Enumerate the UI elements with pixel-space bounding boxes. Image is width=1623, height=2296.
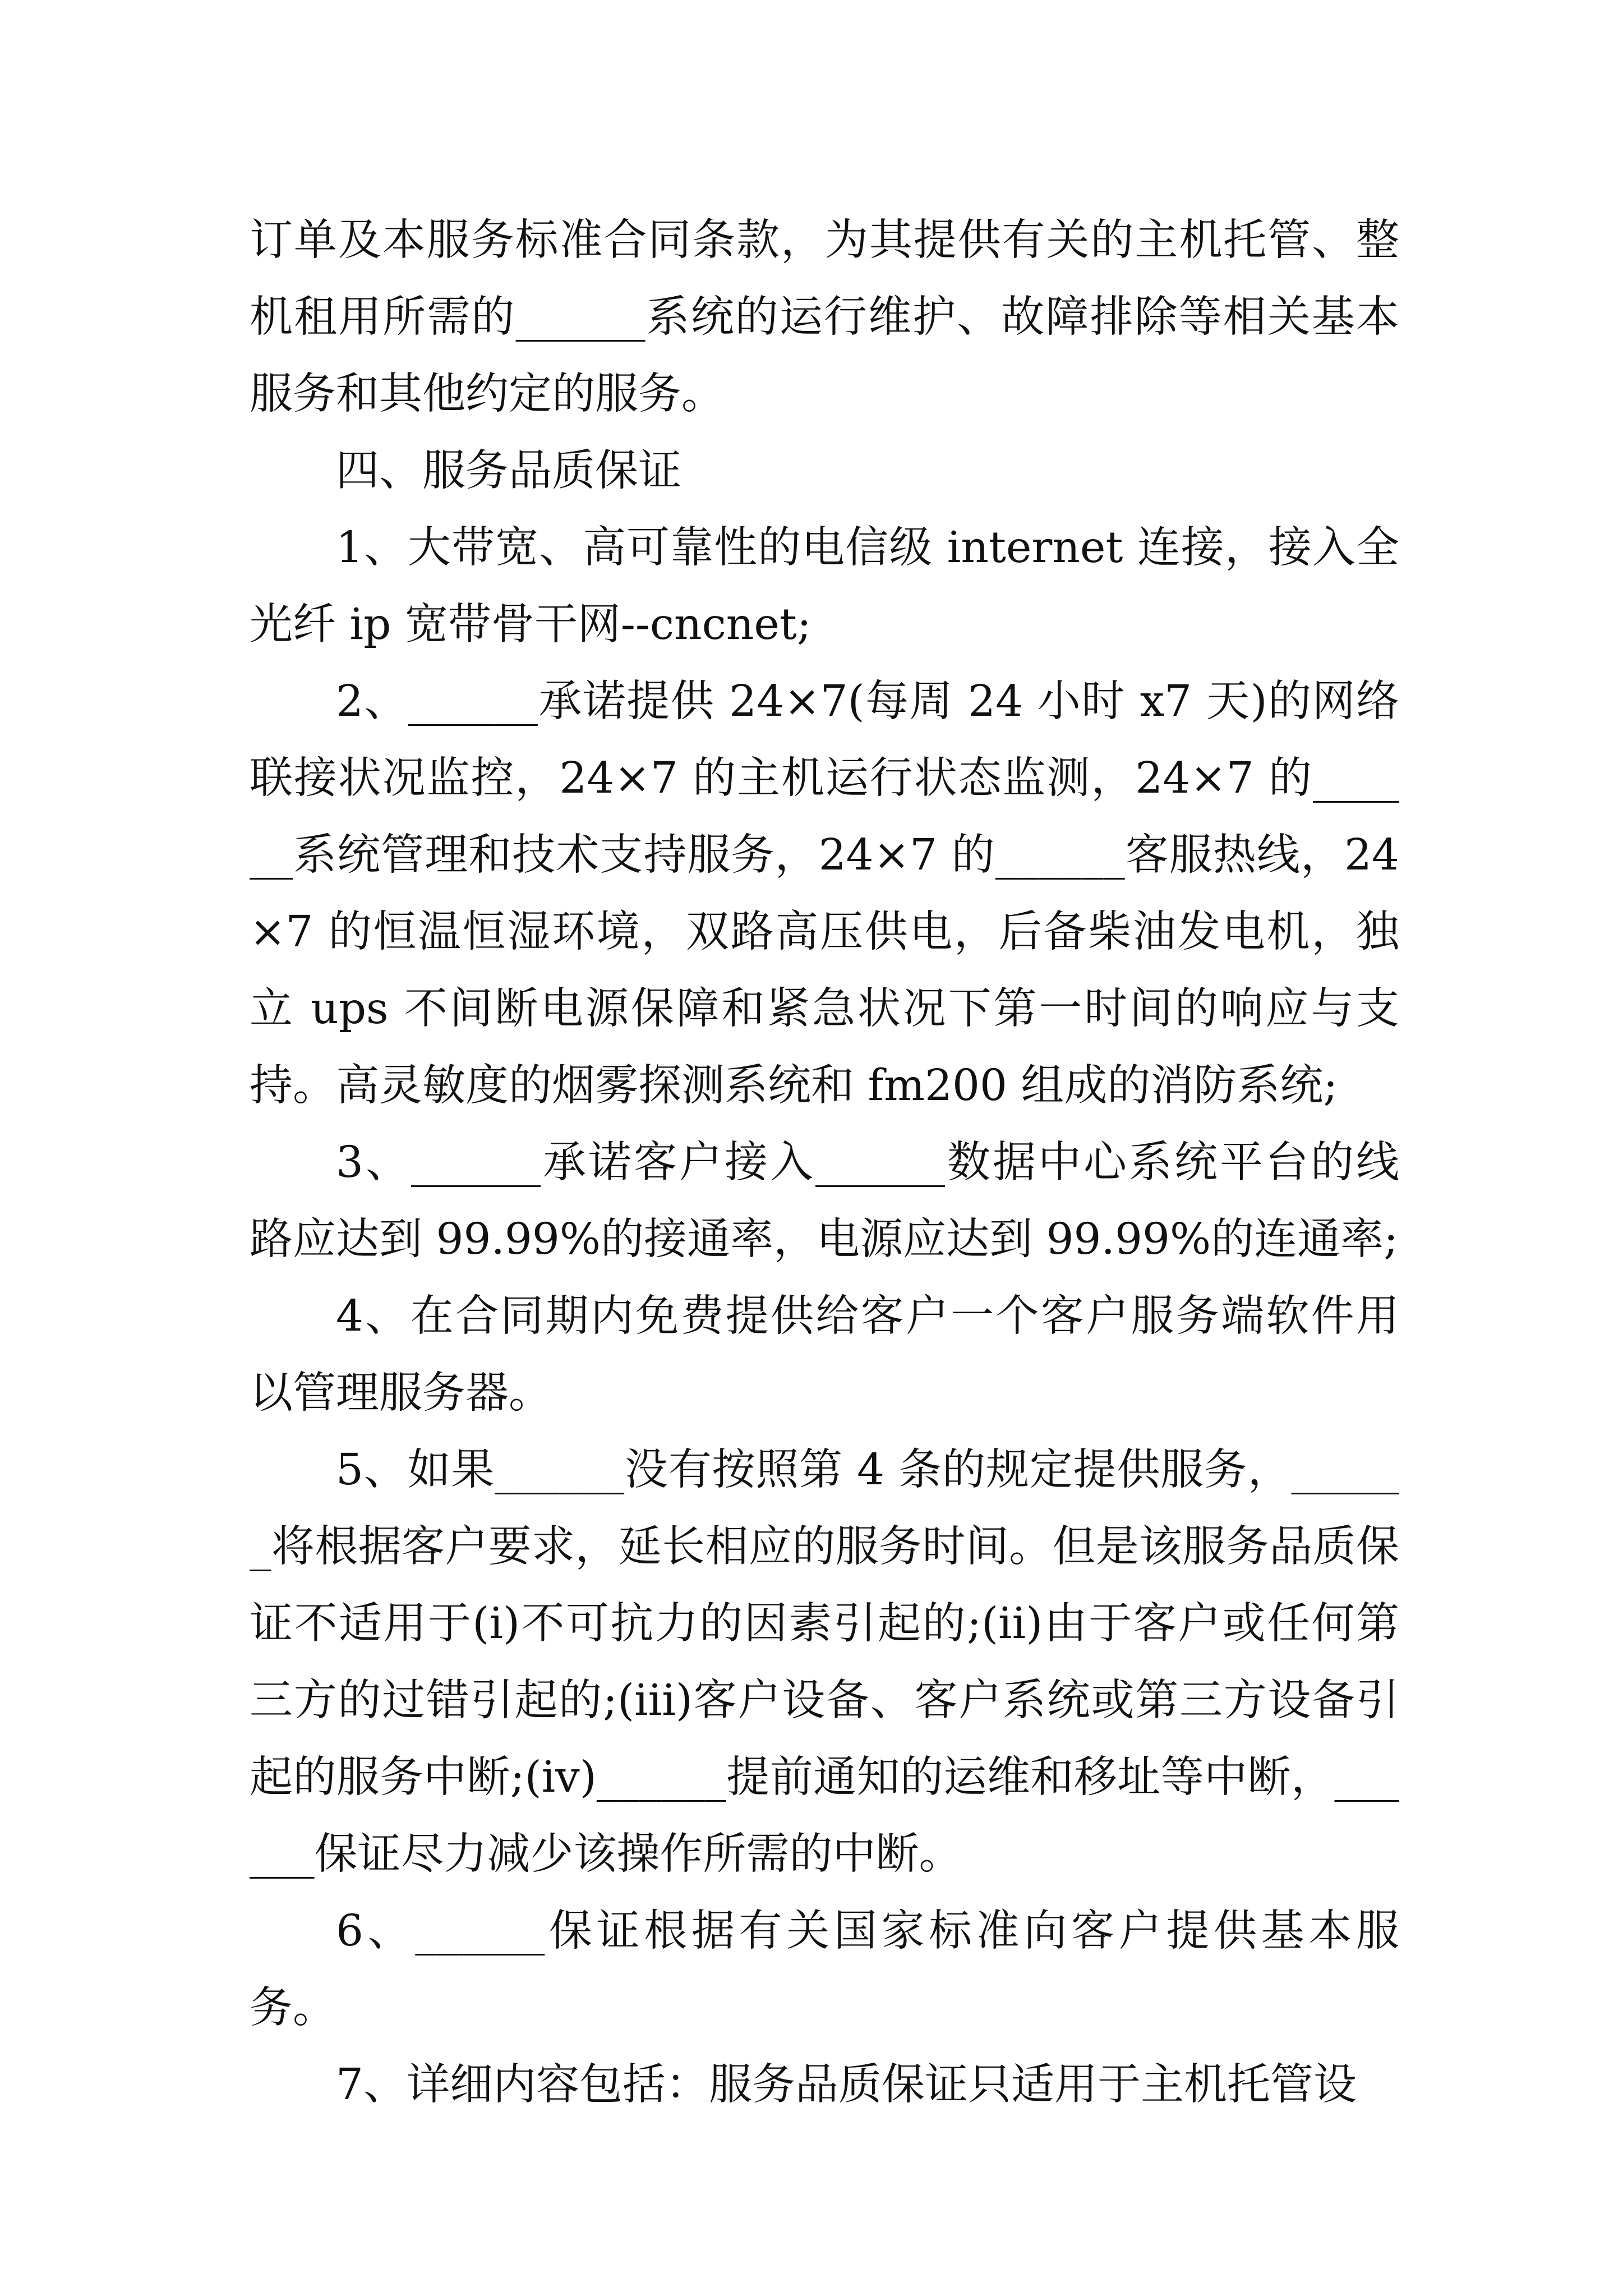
section-heading-service-quality: 四、服务品质保证 <box>336 446 681 496</box>
clause-7: 7、详细内容包括：服务品质保证只适用于主机托管设 <box>336 2060 1357 2110</box>
document-body <box>250 202 1399 2123</box>
clause-4: 4、在合同期内免费提供给客户一个客户服务端软件用以管理服务器。 <box>250 1291 1399 1418</box>
clause-5: 5、如果______没有按照第 4 条的规定提供服务，______将根据客户要求，延长相应的服务时间。但是该服务品质保证不适用于(i)不可抗力的因素引起的;(ii)由于客户或任何第三方的过错引起的;(iii)客户设备、客户系统或第三方设备引起的服务中断;(iv)______提前通知的运维和移址等中断，______保证尽力减少该操作所需的中断。 <box>250 1445 1399 1879</box>
paragraph-continuation: 订单及本服务标准合同条款，为其提供有关的主机托管、整机租用所需的______系统的运行维护、故障排除等相关基本服务和其他约定的服务。 <box>250 215 1399 419</box>
clause-6: 6、______保证根据有关国家标准向客户提供基本服务。 <box>250 1906 1399 2033</box>
clause-2: 2、______承诺提供 24×7(每周 24 小时 x7 天)的网络联接状况监控，24×7 的主机运行状态监测，24×7 的______系统管理和技术支持服务，24×7 的______客服热线，24×7 的恒温恒湿环境，双路高压供电，后备柴油发电机，独立 ups 不间断电源保障和紧急状况下第一时间的响应与支持。高灵敏度的烟雾探测系统和 fm200 组成的消防系统; <box>250 677 1399 1111</box>
clause-1: 1、大带宽、高可靠性的电信级 internet 连接，接入全光纤 ip 宽带骨干网--cncnet; <box>250 523 1399 650</box>
clause-3: 3、______承诺客户接入______数据中心系统平台的线路应达到 99.99%的接通率，电源应达到 99.99%的连通率; <box>250 1138 1399 1264</box>
